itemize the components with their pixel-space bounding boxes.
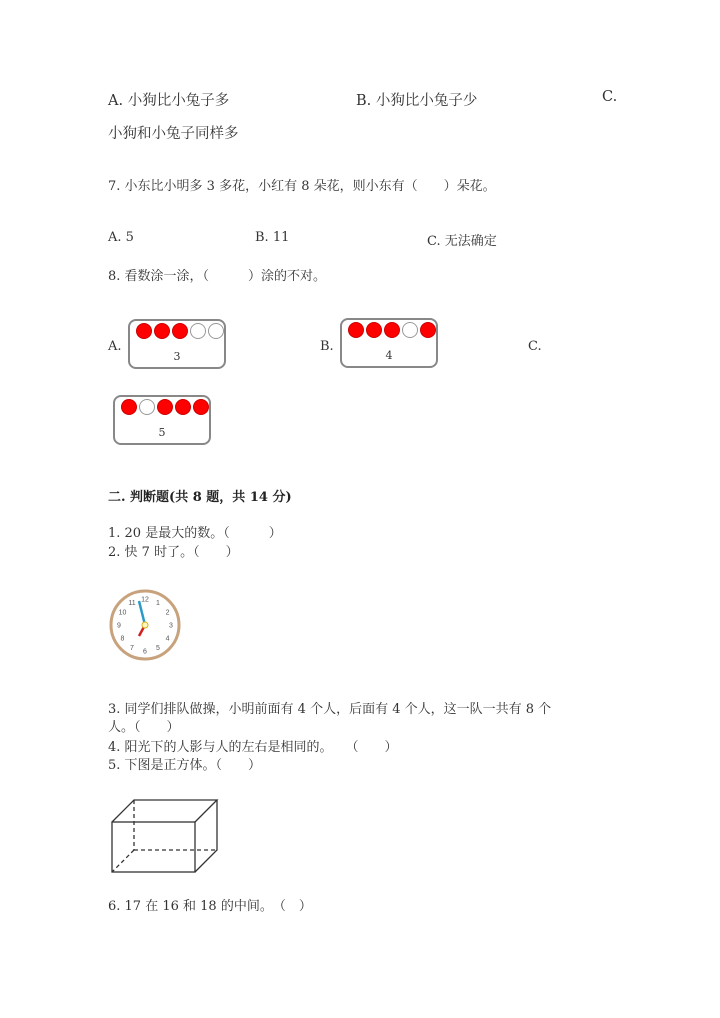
q8-box-c — [113, 395, 211, 445]
judge-item-4: 4. 阳光下的人影与人的左右是相同的。 （ ） — [108, 740, 398, 755]
q6-option-a: A. 小狗比小兔子多 — [108, 93, 230, 109]
q8-number-c: 5 — [158, 426, 166, 439]
clock-center — [142, 622, 148, 628]
clock-image — [108, 588, 182, 662]
clock-number: 1 — [156, 599, 160, 607]
clock-number: 3 — [169, 622, 173, 630]
q6-option-c-text: 小狗和小兔子同样多 — [108, 126, 239, 142]
judge-item-6: 6. 17 在 16 和 18 的中间。 （ ） — [108, 899, 312, 914]
clock-number: 2 — [165, 609, 170, 617]
judge-item-1: 1. 20 是最大的数。（ ） — [108, 526, 282, 541]
filled-circle — [121, 399, 137, 415]
q8-label-c: C. — [528, 339, 542, 354]
q7-option-c: C. 无法确定 — [427, 234, 497, 249]
clock-number: 11 — [128, 599, 136, 607]
filled-circle — [154, 323, 170, 339]
q7-option-b: B. 11 — [255, 230, 290, 245]
filled-circle — [175, 399, 191, 415]
filled-circle — [193, 399, 209, 415]
q8-label-b: B. — [320, 339, 334, 354]
q6-option-b: B. 小狗比小兔子少 — [356, 93, 478, 109]
q7-question: 7. 小东比小明多 3 多花，小红有 8 朵花，则小东有（ ）朵花。 — [108, 179, 496, 194]
clock-number: 12 — [141, 596, 149, 604]
judge-item-3: 3. 同学们排队做操，小明前面有 4 个人，后面有 4 个人，这一队一共有 8 个 — [108, 702, 552, 717]
q8-label-a: A. — [108, 339, 122, 354]
clock-number: 4 — [165, 635, 170, 643]
clock-number: 10 — [118, 609, 127, 617]
judge-item-3-cont: 人。（ ） — [108, 720, 180, 735]
clock-number: 5 — [156, 645, 160, 653]
q8-box-a — [128, 319, 226, 369]
clock-number: 8 — [120, 635, 125, 643]
clock-number: 7 — [130, 645, 134, 653]
q8-question: 8. 看数涂一涂，（ ）涂的不对。 — [108, 269, 327, 284]
clock-number: 9 — [117, 622, 121, 630]
section2-title: 二. 判断题(共 8 题，共 14 分) — [108, 490, 292, 505]
filled-circle — [348, 322, 364, 338]
q7-option-a: A. 5 — [108, 230, 134, 245]
empty-circle — [208, 323, 224, 339]
cuboid-image — [108, 796, 223, 878]
empty-circle — [139, 399, 155, 415]
filled-circle — [420, 322, 436, 338]
empty-circle — [190, 323, 206, 339]
q8-box-b — [340, 318, 438, 368]
clock-number: 6 — [143, 648, 147, 656]
q6-option-c: C. — [602, 89, 618, 105]
q8-number-a: 3 — [173, 350, 181, 363]
empty-circle — [402, 322, 418, 338]
judge-item-2: 2. 快 7 时了。（ ） — [108, 545, 239, 560]
q8-number-b: 4 — [385, 349, 393, 362]
judge-item-5: 5. 下图是正方体。（ ） — [108, 758, 262, 773]
filled-circle — [157, 399, 173, 415]
filled-circle — [366, 322, 382, 338]
filled-circle — [136, 323, 152, 339]
filled-circle — [172, 323, 188, 339]
filled-circle — [384, 322, 400, 338]
